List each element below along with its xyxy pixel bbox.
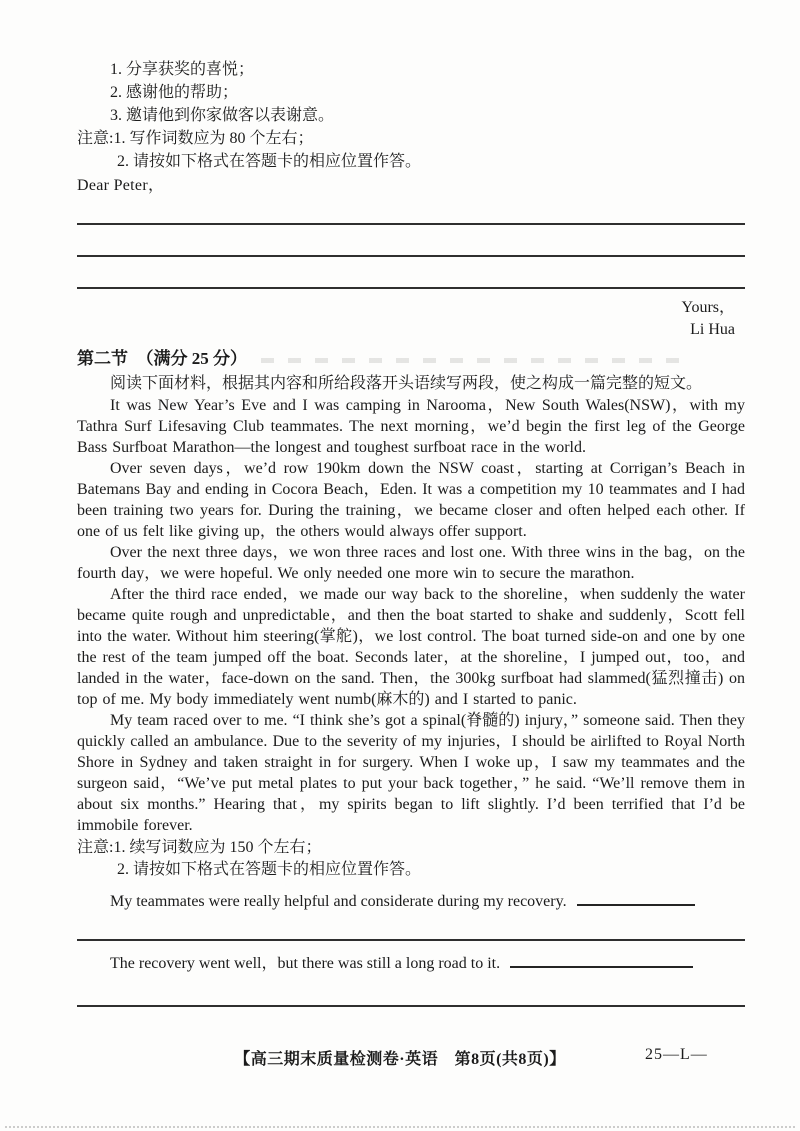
continuation-prompt-2-text: The recovery went well，but there was still a long road to it. bbox=[110, 955, 501, 972]
story-paragraph-5: My team raced over to me. “I think she’s got a spinal(脊髓的) injury，” someone said. Then they quickly called an ambulance. Due to the severity of my injuries，I should be airlifted to Royal North Shore in Sydney and taken straight in for surgery. When I woke up，I saw my teammates and the surgeon said，“We’ve put metal plates to put your back together，” he said. “We’ll remove them in about six months.” Hearing that，my spirits began to lift slightly. I’d been terrified that I’d be immobile forever. bbox=[77, 712, 745, 834]
essay-point-3: 3. 邀请他到你家做客以表谢意。 bbox=[110, 107, 335, 124]
footer-code: 25—L— bbox=[645, 1046, 708, 1063]
letter-closing bbox=[77, 297, 745, 341]
scan-bleed-artifact bbox=[261, 358, 681, 363]
writing-line-2 bbox=[77, 255, 745, 257]
task2-notice bbox=[77, 837, 745, 881]
task1-notice-line-1: 注意:1. 写作词数应为 80 个左右； bbox=[77, 130, 314, 147]
continuation-prompt-1 bbox=[77, 891, 745, 913]
task1-notice-line-2: 2. 请按如下格式在答题卡的相应位置作答。 bbox=[117, 153, 422, 170]
footer-title: 【高三期末质量检测卷·英语 第8页(共8页)】 bbox=[234, 1051, 566, 1068]
writing-line-3 bbox=[77, 287, 745, 289]
story-paragraph-4: After the third race ended，we made our way back to the shoreline，when suddenly the water became quite rough and unpredictable，and then the boat started to shake and suddenly，Scott fell into the water. Without him steering(掌舵)，we lost control. The boat turned side-on and one by one the rest of the team jumped off the boat. Seconds later，at the shoreline，I jumped out，too，and landed in the water，face-down on the sand. Then，the 300kg surfboat had slammed(猛烈撞击) on top of me. My body immediately went numb(麻木的) and I started to panic. bbox=[77, 586, 745, 708]
essay-point-2: 2. 感谢他的帮助； bbox=[110, 84, 239, 101]
section2-instruction: 阅读下面材料，根据其内容和所给段落开头语续写两段，使之构成一篇完整的短文。 bbox=[110, 375, 703, 392]
letter-salutation: Dear Peter， bbox=[77, 177, 165, 194]
continuation-prompt-2 bbox=[77, 953, 745, 975]
letter-writing-lines bbox=[77, 197, 745, 289]
answer-blank-1 bbox=[577, 891, 695, 906]
page-footer bbox=[0, 1046, 800, 1069]
story-paragraph-2: Over seven days，we’d row 190km down the NSW coast，starting at Corrigan’s Beach in Batemans Bay and ending in Cocora Beach，Eden. It was a competition my 10 teammates and I had been training two years for. During the training，we became closer and often helped each other. If one of us felt like giving up，the others would always offer support. bbox=[77, 460, 745, 540]
divider-line-1 bbox=[77, 939, 745, 941]
task2-notice-line-1: 注意:1. 续写词数应为 150 个左右； bbox=[77, 839, 322, 856]
section2-heading: 第二节 （满分 25 分） bbox=[77, 349, 247, 368]
story-paragraph-1: It was New Year’s Eve and I was camping in Narooma，New South Wales(NSW)，with my Tathra Surf Lifesaving Club teammates. The next morning，we’d begin the first leg of the George Bass Surfboat Marathon—the longest and toughest surfboat race in the world. bbox=[77, 397, 746, 456]
scan-edge-artifact bbox=[5, 1126, 795, 1128]
continuation-prompt-1-text: My teammates were really helpful and considerate during my recovery. bbox=[110, 893, 567, 910]
essay-points-list bbox=[77, 58, 745, 127]
task2-notice-line-2: 2. 请按如下格式在答题卡的相应位置作答。 bbox=[117, 861, 422, 878]
story-paragraph-3: Over the next three days，we won three races and lost one. With three wins in the bag，on the fourth day，we were hopeful. We only needed one more win to secure the marathon. bbox=[77, 544, 746, 582]
page-content bbox=[77, 58, 745, 1007]
essay-point-1: 1. 分享获奖的喜悦； bbox=[110, 61, 255, 78]
section2-heading-row bbox=[77, 347, 745, 372]
answer-blank-2 bbox=[510, 953, 693, 968]
writing-line-1 bbox=[77, 223, 745, 225]
divider-line-2 bbox=[77, 1005, 745, 1007]
closing-yours: Yours， bbox=[681, 299, 735, 316]
closing-name: Li Hua bbox=[690, 321, 735, 338]
